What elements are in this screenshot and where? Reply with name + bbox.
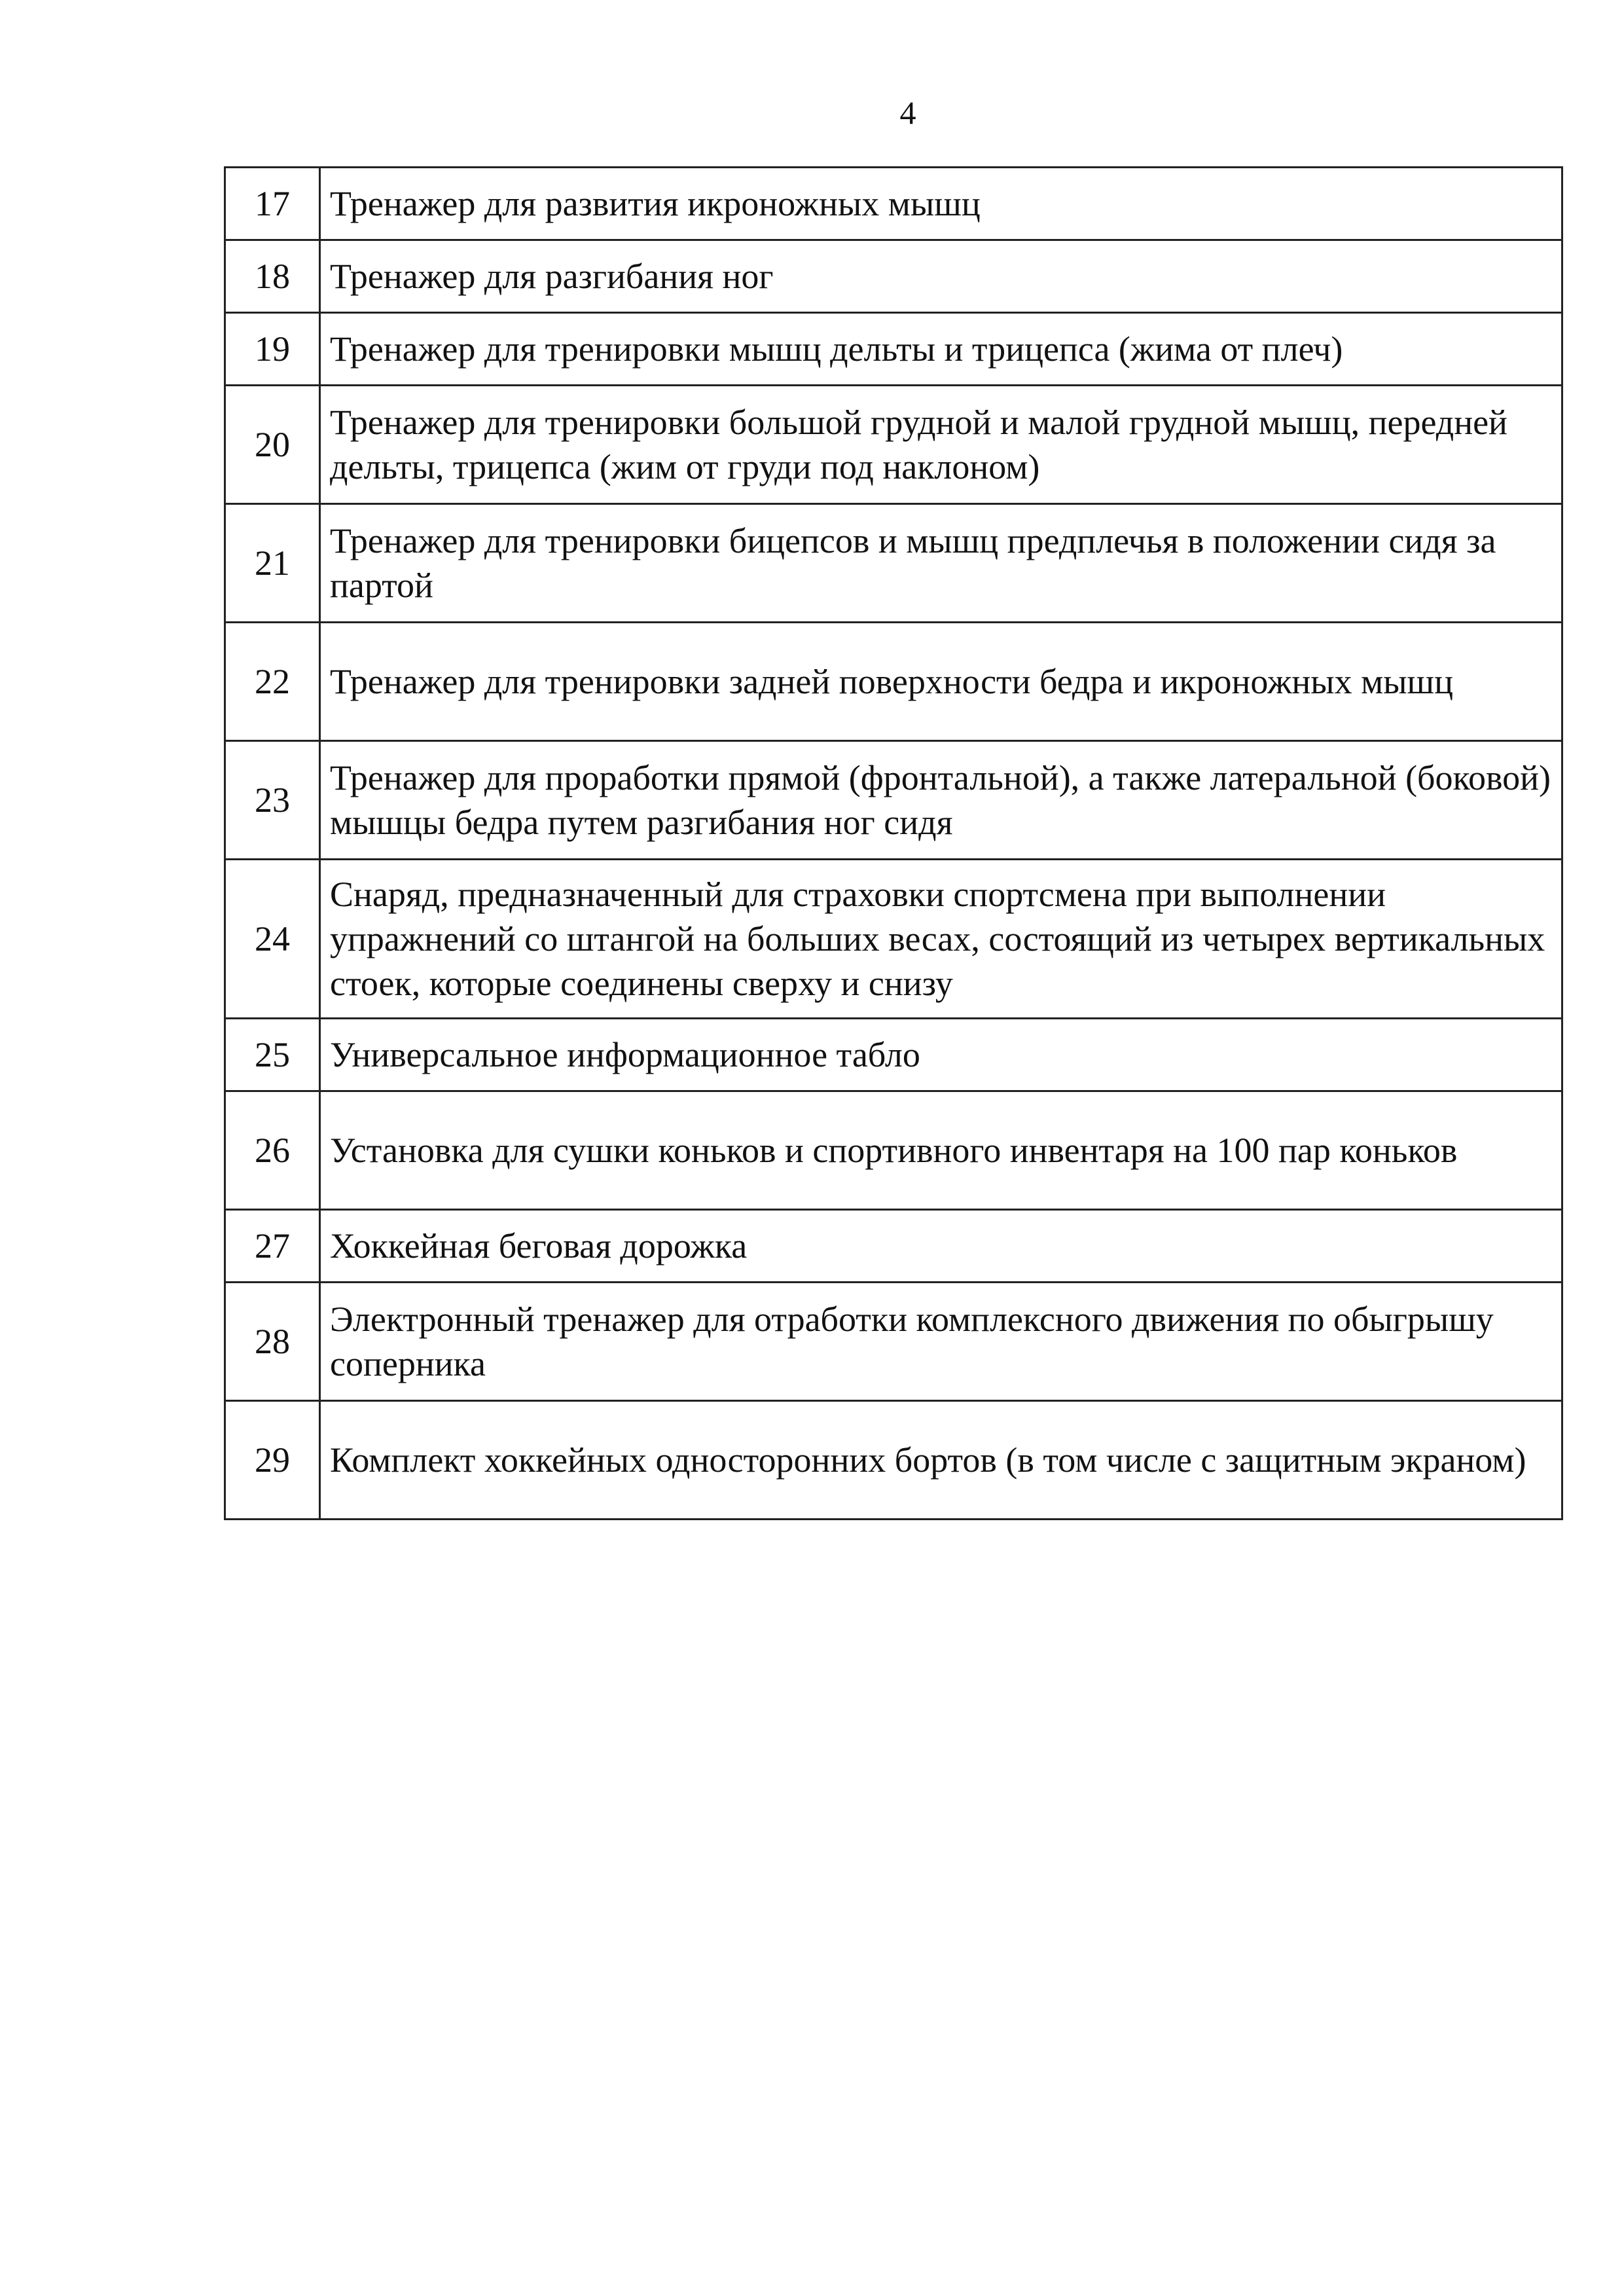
row-number: 26 [225, 1091, 320, 1210]
table-row [225, 1283, 1562, 1401]
table-row [225, 860, 1562, 1019]
row-description: Электронный тренажер для отработки комплексного движения по обыгрышу соперника [320, 1283, 1562, 1401]
row-number: 28 [225, 1283, 320, 1401]
table-row [225, 504, 1562, 623]
row-number: 21 [225, 504, 320, 623]
row-description: Тренажер для тренировки задней поверхности бедра и икроножных мышц [320, 623, 1562, 741]
row-description: Тренажер для тренировки большой грудной и малой грудной мышц, передней дельты, трицепса (жим от груди под наклоном) [320, 386, 1562, 504]
row-description: Установка для сушки коньков и спортивного инвентаря на 100 пар коньков [320, 1091, 1562, 1210]
table-row [225, 1019, 1562, 1091]
row-number: 24 [225, 860, 320, 1019]
row-number: 20 [225, 386, 320, 504]
row-description: Тренажер для разгибания ног [320, 240, 1562, 313]
table-row [225, 1401, 1562, 1520]
row-description: Комплект хоккейных односторонних бортов (в том числе с защитным экраном) [320, 1401, 1562, 1520]
table-row [225, 313, 1562, 386]
row-description: Тренажер для тренировки бицепсов и мышц предплечья в положении сидя за партой [320, 504, 1562, 623]
row-number: 17 [225, 168, 320, 240]
table-row [225, 1210, 1562, 1283]
row-description: Хоккейная беговая дорожка [320, 1210, 1562, 1283]
table-row [225, 741, 1562, 860]
table-row [225, 168, 1562, 240]
row-description: Тренажер для тренировки мышц дельты и трицепса (жима от плеч) [320, 313, 1562, 386]
row-description: Универсальное информационное табло [320, 1019, 1562, 1091]
table-row [225, 623, 1562, 741]
page-number: 4 [899, 94, 916, 131]
row-number: 19 [225, 313, 320, 386]
row-number: 29 [225, 1401, 320, 1520]
row-description: Тренажер для проработки прямой (фронтальной), а также латеральной (боковой) мышцы бедра путем разгибания ног сидя [320, 741, 1562, 860]
table-row [225, 386, 1562, 504]
table-row [225, 1091, 1562, 1210]
row-number: 22 [225, 623, 320, 741]
row-number: 25 [225, 1019, 320, 1091]
row-description: Тренажер для развития икроножных мышц [320, 168, 1562, 240]
equipment-table [224, 166, 1563, 1520]
row-number: 27 [225, 1210, 320, 1283]
row-description: Снаряд, предназначенный для страховки спортсмена при выполнении упражнений со штангой на больших весах, состоящий из четырех вертикальных стоек, которые соединены сверху и снизу [320, 860, 1562, 1019]
row-number: 18 [225, 240, 320, 313]
row-number: 23 [225, 741, 320, 860]
table-row [225, 240, 1562, 313]
